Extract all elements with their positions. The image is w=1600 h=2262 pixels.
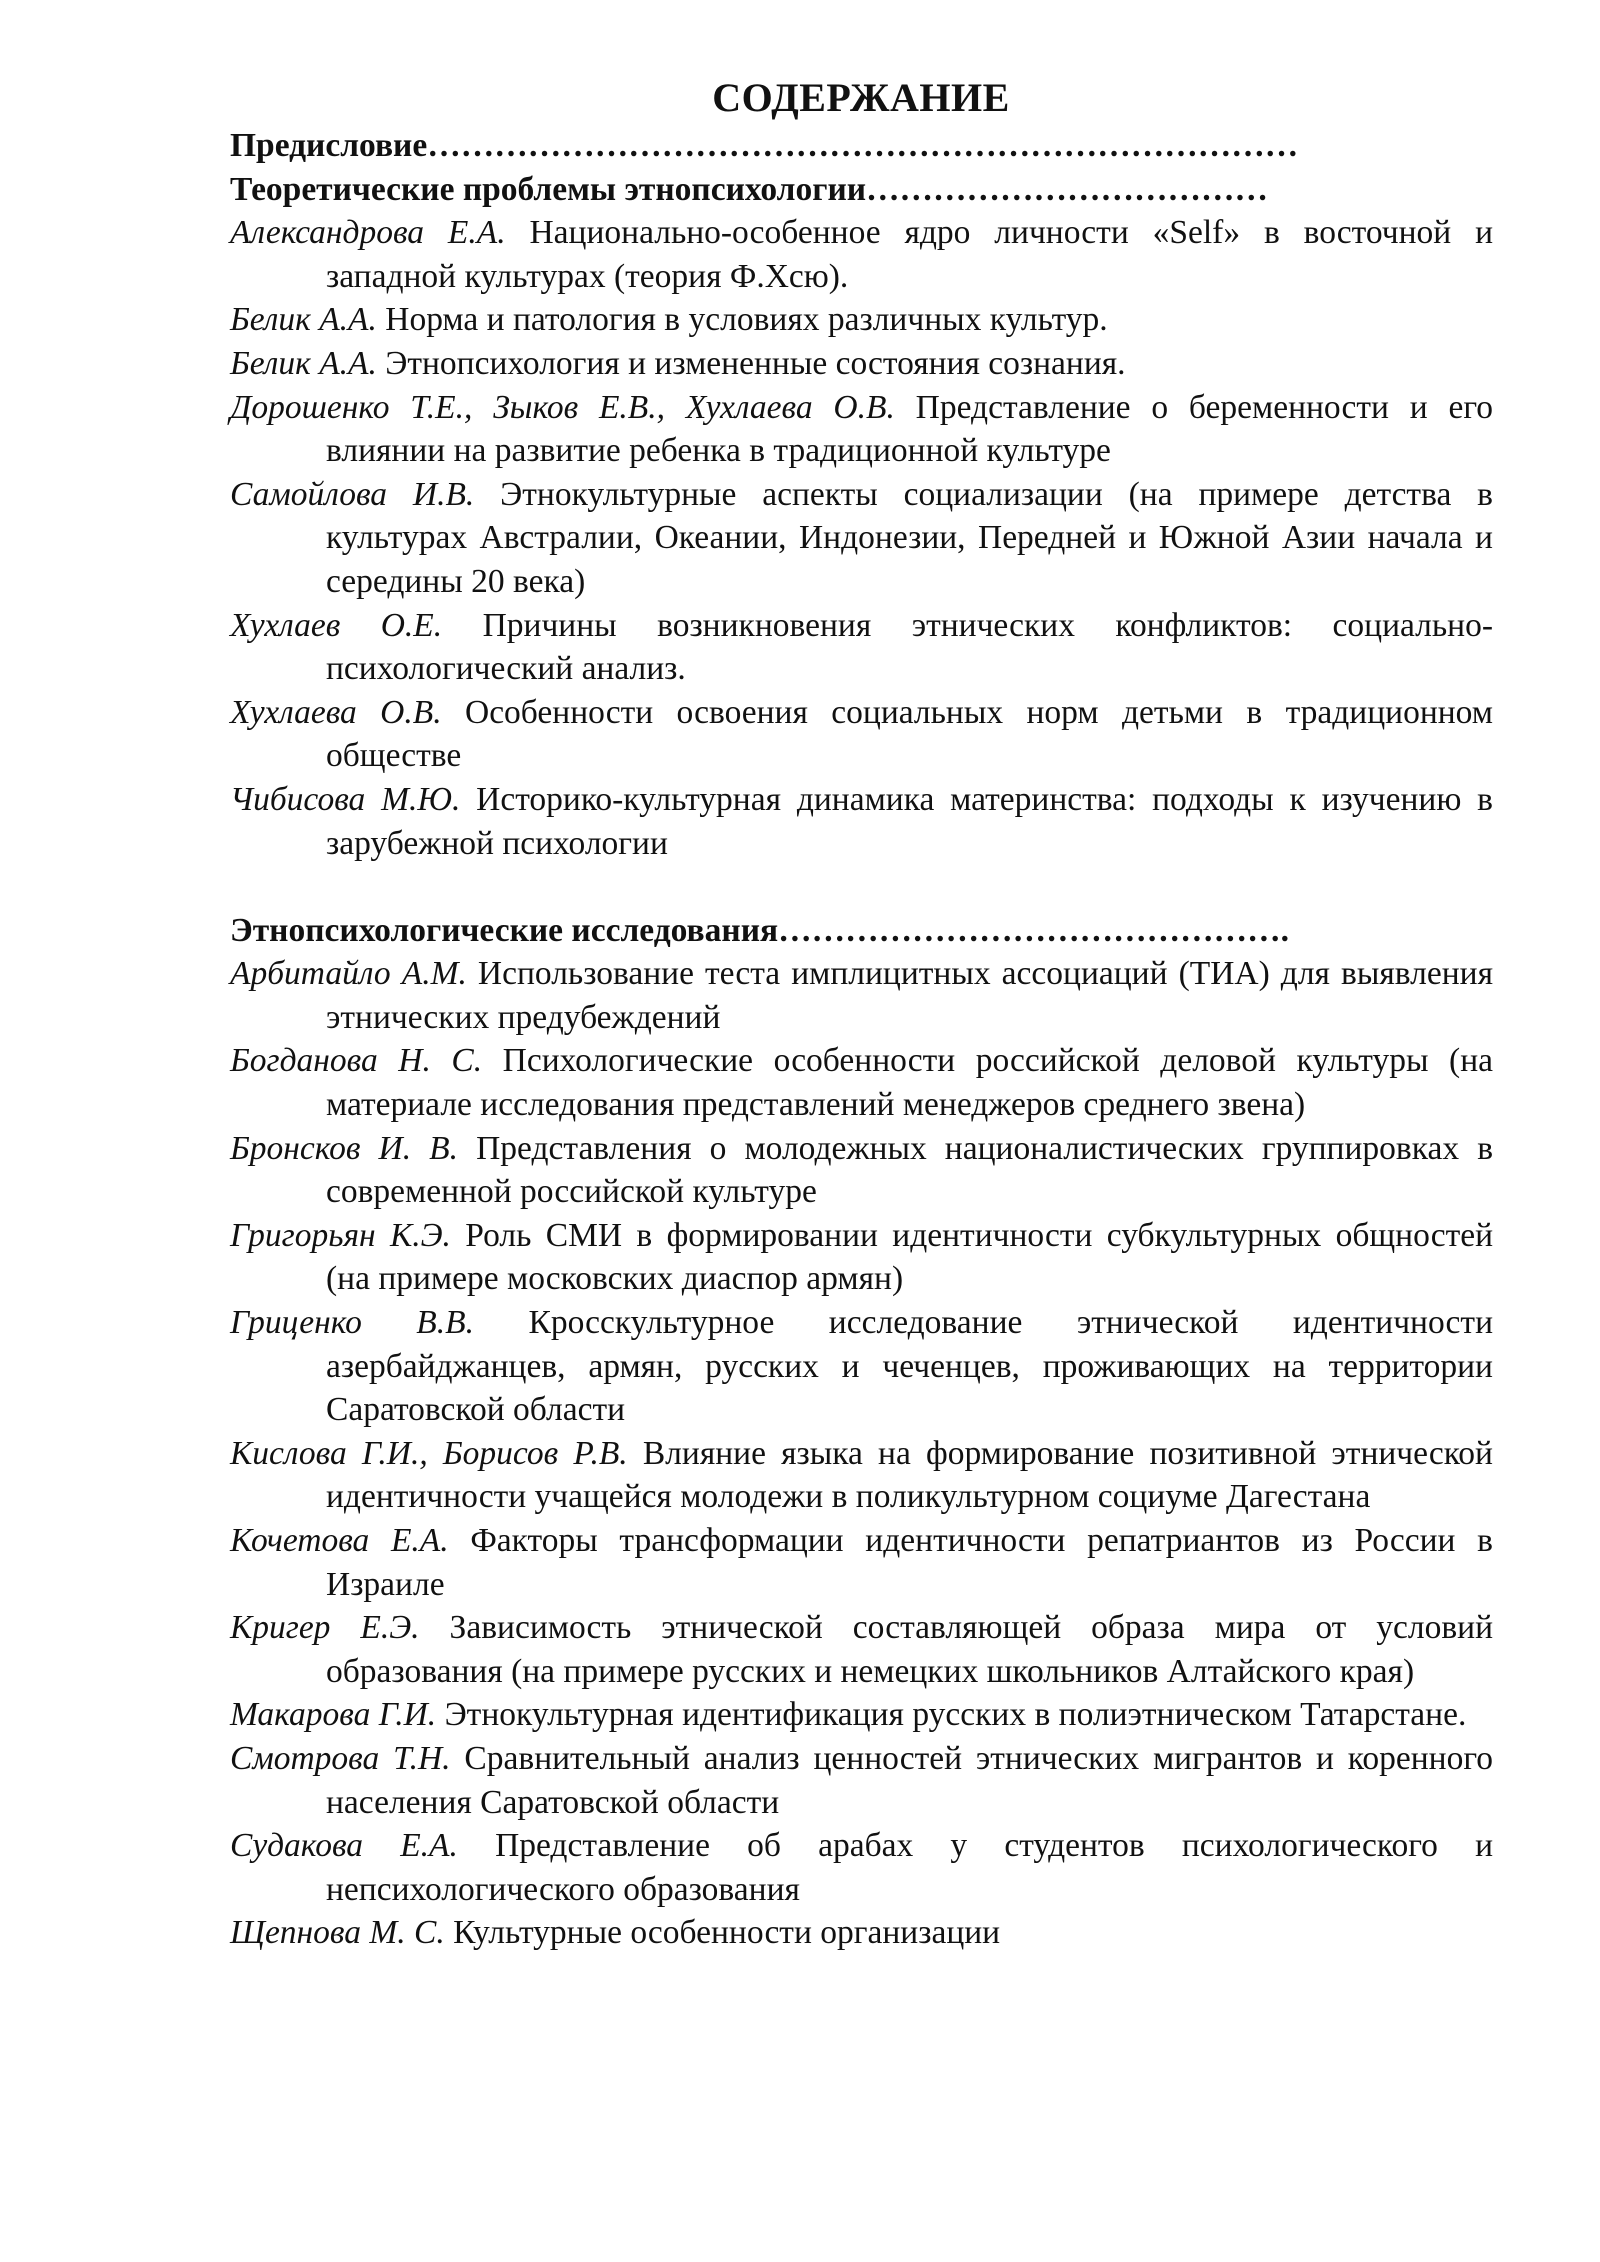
toc-section-research-entries [230, 952, 1493, 1955]
page-title: СОДЕРЖАНИЕ [712, 75, 1010, 120]
entry-author: Арбитайло А.М. [230, 955, 467, 993]
entry-author: Богданова Н. С. [230, 1042, 483, 1080]
toc-entry[interactable] [230, 952, 1493, 1039]
entry-author: Белик А.А. [230, 301, 377, 339]
toc-entry[interactable] [230, 1432, 1493, 1519]
entry-author: Смотрова Т.Н. [230, 1739, 451, 1777]
entry-author: Кочетова Е.А. [230, 1522, 449, 1559]
entry-title: Этнопсихология и измененные состояния сознания. [385, 344, 1126, 382]
entry-author: Белик А.А. [230, 344, 377, 382]
toc-entry[interactable] [230, 1214, 1493, 1301]
toc-entry[interactable] [230, 778, 1493, 865]
toc-entry[interactable] [230, 1039, 1493, 1126]
entry-author: Кислова Г.И., Борисов Р.В. [230, 1434, 628, 1472]
entry-author: Гриценко В.В. [230, 1304, 474, 1342]
entry-title: Норма и патология в условиях различных культур. [385, 301, 1108, 339]
toc-entry[interactable] [230, 473, 1493, 604]
entry-author: Бронсков И. В. [230, 1129, 459, 1167]
toc-section-title-theory[interactable]: Теоретические проблемы этнопсихологии……………………………… [230, 170, 1269, 208]
section-spacer [230, 865, 1493, 909]
toc-preface[interactable]: Предисловие…………………………………………………………………… [230, 127, 1299, 164]
entry-author: Кригер Е.Э. [230, 1609, 420, 1647]
entry-author: Дорошенко Т.Е., Зыков Е.В., Хухлаева О.В. [230, 388, 895, 426]
toc-entry[interactable] [230, 1824, 1493, 1911]
toc-entry[interactable] [230, 342, 1493, 386]
entry-author: Хухлаев О.Е. [230, 606, 443, 644]
toc-entry[interactable] [230, 1911, 1493, 1955]
toc-section-title-research[interactable]: Этнопсихологические исследования………………………………………. [230, 911, 1289, 949]
toc-entry[interactable] [230, 386, 1493, 473]
entry-title: Представления о молодежных националистических группировках в современной российской культуре [326, 1129, 1494, 1211]
entry-author: Макарова Г.И. [230, 1696, 437, 1734]
toc-entry[interactable] [230, 1693, 1493, 1737]
toc-section-theory-entries [230, 211, 1493, 865]
toc-entry[interactable] [230, 1519, 1493, 1606]
entry-title: Представление о беременности и его влиянии на развитие ребенка в традиционной культуре [326, 388, 1494, 470]
entry-title: Историко-культурная динамика материнства: подходы к изучению в зарубежной психологии [326, 780, 1493, 862]
entry-title: Кросскультурное исследование этнической идентичности азербайджанцев, армян, русских и чеченцев, проживающих на территории Саратовской области [326, 1304, 1493, 1429]
entry-title: Особенности освоения социальных норм детьми в традиционном обществе [326, 693, 1493, 775]
entry-title: Использование теста имплицитных ассоциаций (ТИА) для выявления этнических предубеждений [326, 955, 1493, 1036]
toc-entry[interactable] [230, 1127, 1493, 1214]
entry-author: Александрова Е.А. [230, 214, 506, 252]
entry-title: Влияние языка на формирование позитивной этнической идентичности учащейся молодежи в поликультурном социуме Дагестана [326, 1434, 1493, 1516]
entry-title: Причины возникновения этнических конфликтов: социально-психологический анализ. [326, 606, 1493, 688]
entry-author: Самойлова И.В. [230, 475, 475, 513]
toc-entry[interactable] [230, 211, 1493, 298]
toc-entry[interactable] [230, 1301, 1493, 1432]
entry-title: Этнокультурная идентификация русских в полиэтническом Татарстане. [444, 1696, 1467, 1734]
entry-author: Хухлаева О.В. [230, 693, 442, 731]
toc-entry[interactable] [230, 298, 1493, 342]
table-of-contents [230, 124, 1493, 1955]
entry-author: Судакова Е.А. [230, 1827, 458, 1865]
toc-entry[interactable] [230, 1606, 1493, 1693]
entry-author: Чибисова М.Ю. [230, 780, 461, 818]
entry-title: Этнокультурные аспекты социализации (на примере детства в культурах Австралии, Океании, Индонезии, Передней и Южной Азии начала и середины 20 века) [326, 475, 1493, 600]
entry-title: Представление об арабах у студентов психологического и непсихологического образования [326, 1827, 1493, 1908]
entry-title: Сравнительный анализ ценностей этнических мигрантов и коренного населения Саратовской области [326, 1739, 1493, 1821]
entry-title: Факторы трансформации идентичности репатриантов из России в Израиле [326, 1522, 1493, 1603]
entry-title: Психологические особенности российской деловой культуры (на материале исследования представлений менеджеров среднего звена) [326, 1042, 1494, 1124]
toc-entry[interactable] [230, 691, 1493, 778]
entry-title: Культурные особенности организации [453, 1914, 1001, 1952]
entry-title: Зависимость этнической составляющей образа мира от условий образования (на примере русских и немецких школьников Алтайского края) [326, 1609, 1494, 1690]
entry-author: Григорьян К.Э. [230, 1216, 451, 1254]
entry-author: Щепнова М. С. [230, 1914, 445, 1952]
toc-entry[interactable] [230, 604, 1493, 691]
entry-title: Роль СМИ в формировании идентичности субкультурных общностей (на примере московских диаспор армян) [326, 1216, 1494, 1298]
entry-title: Национально-особенное ядро личности «Self» в восточной и западной культурах (теория Ф.Хсю). [326, 214, 1493, 295]
toc-entry[interactable] [230, 1737, 1493, 1824]
